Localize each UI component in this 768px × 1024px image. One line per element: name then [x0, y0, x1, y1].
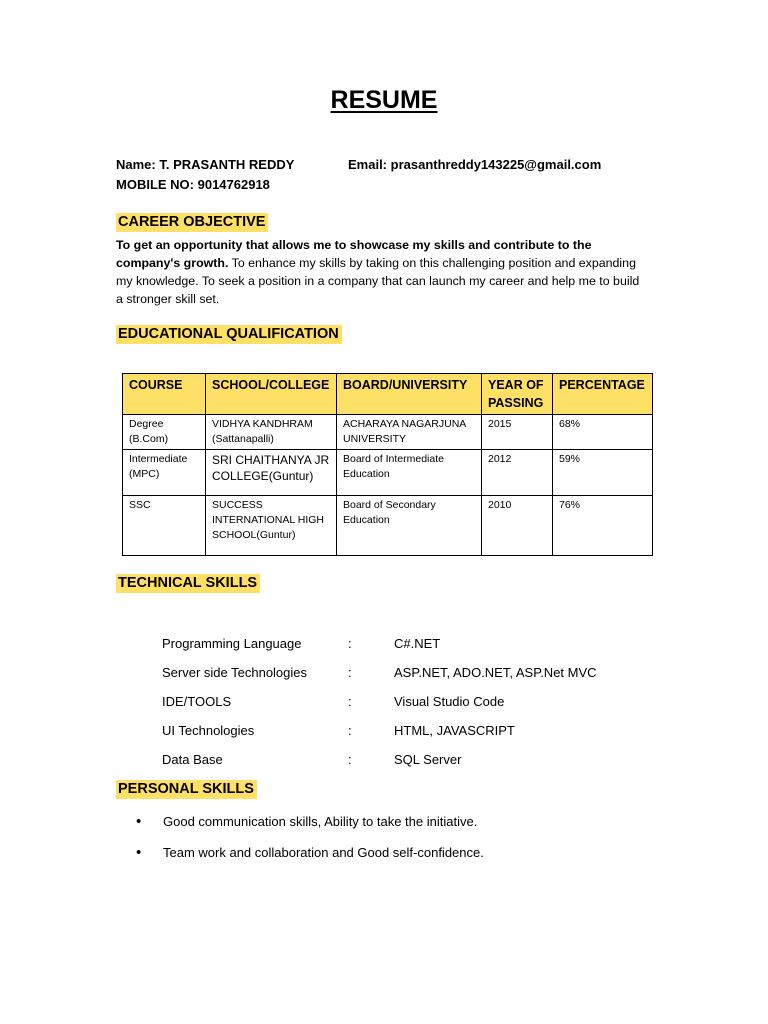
mobile-line: MOBILE NO: 9014762918	[116, 177, 270, 192]
cell-percentage: 59%	[553, 450, 653, 496]
skill-separator: :	[348, 694, 352, 709]
cell-course: Degree (B.Com)	[123, 415, 206, 450]
skill-value: Visual Studio Code	[394, 694, 505, 709]
skill-value: HTML, JAVASCRIPT	[394, 723, 515, 738]
column-header-course: COURSE	[123, 374, 206, 415]
career-objective-bold: To get an opportunity that allows me to showcase my skills and contribute to the company's growth.	[116, 238, 592, 270]
cell-school: SRI CHAITHANYA JR COLLEGE(Guntur)	[206, 450, 337, 496]
skill-value: SQL Server	[394, 752, 462, 767]
skill-label: Server side Technologies	[162, 665, 308, 680]
skill-label: IDE/TOOLS	[162, 694, 232, 709]
skill-separator: :	[348, 636, 352, 651]
cell-course: SSC	[123, 496, 206, 556]
skill-value: C#.NET	[394, 636, 441, 651]
name-line: Name: T. PRASANTH REDDY	[116, 157, 295, 172]
skill-value: ASP.NET, ADO.NET, ASP.Net MVC	[394, 665, 597, 680]
column-header-board: BOARD/UNIVERSITY	[337, 374, 482, 415]
skill-label: Data Base	[162, 752, 223, 767]
column-header-percentage: PERCENTAGE	[553, 374, 653, 415]
table-header-row	[123, 374, 653, 415]
table-row	[123, 415, 653, 450]
table-row	[123, 496, 653, 556]
cell-year: 2010	[482, 496, 553, 556]
cell-year: 2012	[482, 450, 553, 496]
career-objective-text	[116, 236, 646, 308]
column-header-school: SCHOOL/COLLEGE	[206, 374, 337, 415]
cell-course: Intermediate (MPC)	[123, 450, 206, 496]
cell-board: ACHARAYA NAGARJUNA UNIVERSITY	[337, 415, 482, 450]
career-objective-rest: To enhance my skills by taking on this challenging position and expanding my knowledge. To seek a position in a company that can launch my career and help me to build a stronger skill set.	[116, 256, 640, 306]
education-heading: EDUCATIONAL QUALIFICATION	[116, 325, 342, 344]
skill-label: Programming Language	[162, 636, 302, 651]
personal-skills-heading: PERSONAL SKILLS	[116, 780, 257, 799]
email-line: Email: prasanthreddy143225@gmail.com	[348, 157, 602, 172]
bullet-icon: •	[136, 813, 142, 830]
personal-skill-text: Good communication skills, Ability to take the initiative.	[163, 814, 478, 829]
cell-year: 2015	[482, 415, 553, 450]
cell-percentage: 76%	[553, 496, 653, 556]
career-objective-heading: CAREER OBJECTIVE	[116, 213, 268, 232]
skill-separator: :	[348, 665, 352, 680]
cell-board: Board of Secondary Education	[337, 496, 482, 556]
education-table	[122, 373, 653, 556]
cell-school: SUCCESS INTERNATIONAL HIGH SCHOOL(Guntur)	[206, 496, 337, 556]
bullet-icon: •	[136, 844, 142, 861]
cell-percentage: 68%	[553, 415, 653, 450]
column-header-year: YEAR OF PASSING	[482, 374, 553, 415]
cell-board: Board of Intermediate Education	[337, 450, 482, 496]
skill-separator: :	[348, 752, 352, 767]
cell-school: VIDHYA KANDHRAM (Sattanapalli)	[206, 415, 337, 450]
table-row	[123, 450, 653, 496]
skill-separator: :	[348, 723, 352, 738]
resume-title: RESUME	[330, 86, 438, 114]
technical-skills-heading: TECHNICAL SKILLS	[116, 574, 260, 593]
skill-label: UI Technologies	[162, 723, 255, 738]
personal-skill-text: Team work and collaboration and Good self-confidence.	[163, 845, 484, 860]
